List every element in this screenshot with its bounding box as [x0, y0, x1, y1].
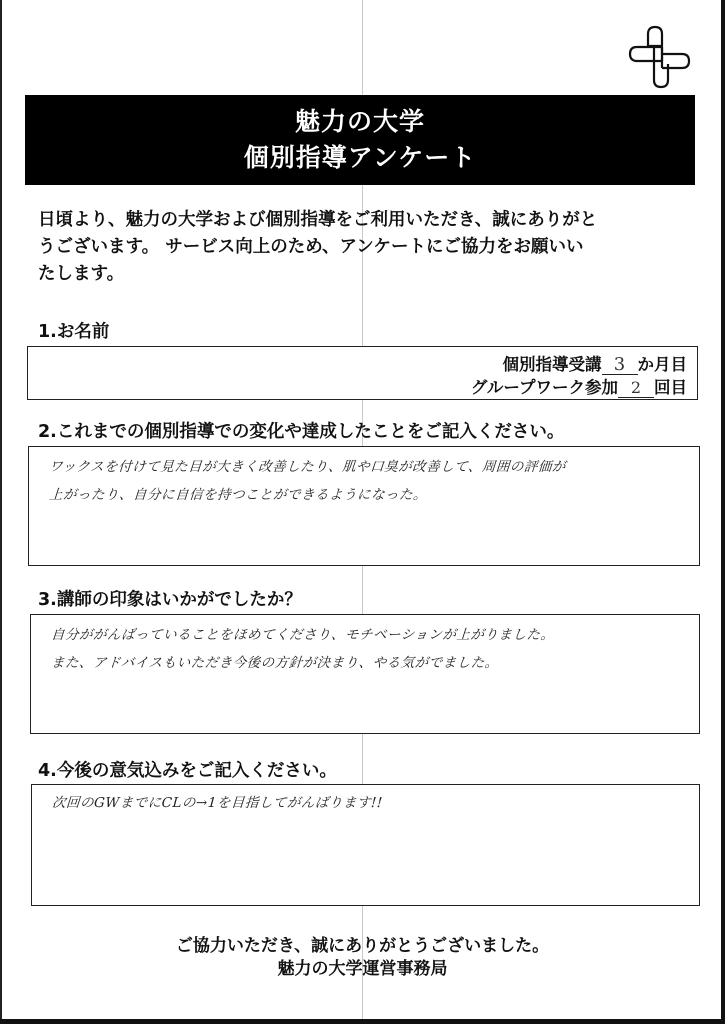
q3-answer-line: 自分ががんばっていることをほめてくださり、モチベーションが上がりました。 — [50, 627, 556, 643]
name-field-box[interactable] — [27, 346, 698, 400]
closing-office: 魅力の大学運営事務局 — [277, 959, 448, 979]
page-bottom-edge — [0, 1019, 725, 1024]
banner-title: 魅力の大学 — [294, 107, 425, 136]
tutoring-months-value[interactable]: 3 — [602, 356, 638, 375]
group-work-unit: 回目 — [654, 378, 687, 397]
q4-answer-line: 次回のGWまでにCLの→1を目指してがんばります!! — [51, 795, 384, 811]
group-work-value[interactable]: 2 — [618, 379, 654, 398]
tutoring-months-label: 個別指導受講 — [502, 355, 602, 374]
q2-heading: 2.これまでの個別指導での変化や達成したことをご記入ください。 — [38, 422, 565, 442]
tutoring-months-row — [503, 351, 688, 375]
intro-line: うございます。 サービス向上のため、アンケートにご協力をお願いい — [38, 237, 584, 257]
group-work-row — [471, 374, 687, 398]
intro-paragraph — [38, 207, 678, 288]
q2-answer-line: ワックスを付けて見た目が大きく改善したり、肌や口臭が改善して、周囲の評価が — [48, 459, 567, 475]
closing-thanks: ご協力いただき、誠にありがとうございました。 — [175, 936, 550, 956]
q2-answer-line: 上がったり、自分に自信を持つことができるようになった。 — [48, 487, 428, 503]
q3-answer-box[interactable] — [30, 614, 700, 734]
page-right-edge — [721, 0, 725, 1024]
cross-logo-icon — [626, 24, 692, 90]
q1-heading: 1.お名前 — [38, 322, 110, 342]
closing-message — [0, 935, 725, 981]
intro-line: 日頃より、魅力の大学および個別指導をご利用いただき、誠にありがと — [38, 210, 598, 230]
q3-answer-line: また、アドバイスもいただき今後の方針が決まり、やる気がでました。 — [50, 655, 500, 671]
q3-heading: 3.講師の印象はいかがでしたか？ — [38, 590, 302, 610]
q4-answer-box[interactable] — [31, 784, 700, 906]
title-banner — [25, 95, 695, 185]
page-left-edge — [0, 0, 2, 1024]
banner-subtitle: 個別指導アンケート — [243, 143, 477, 172]
q2-answer-box[interactable] — [28, 446, 700, 566]
intro-line: たします。 — [38, 264, 125, 284]
q4-heading: 4.今後の意気込みをご記入ください。 — [38, 761, 337, 781]
group-work-label: グループワーク参加 — [470, 378, 618, 397]
tutoring-months-unit: か月目 — [637, 355, 687, 374]
